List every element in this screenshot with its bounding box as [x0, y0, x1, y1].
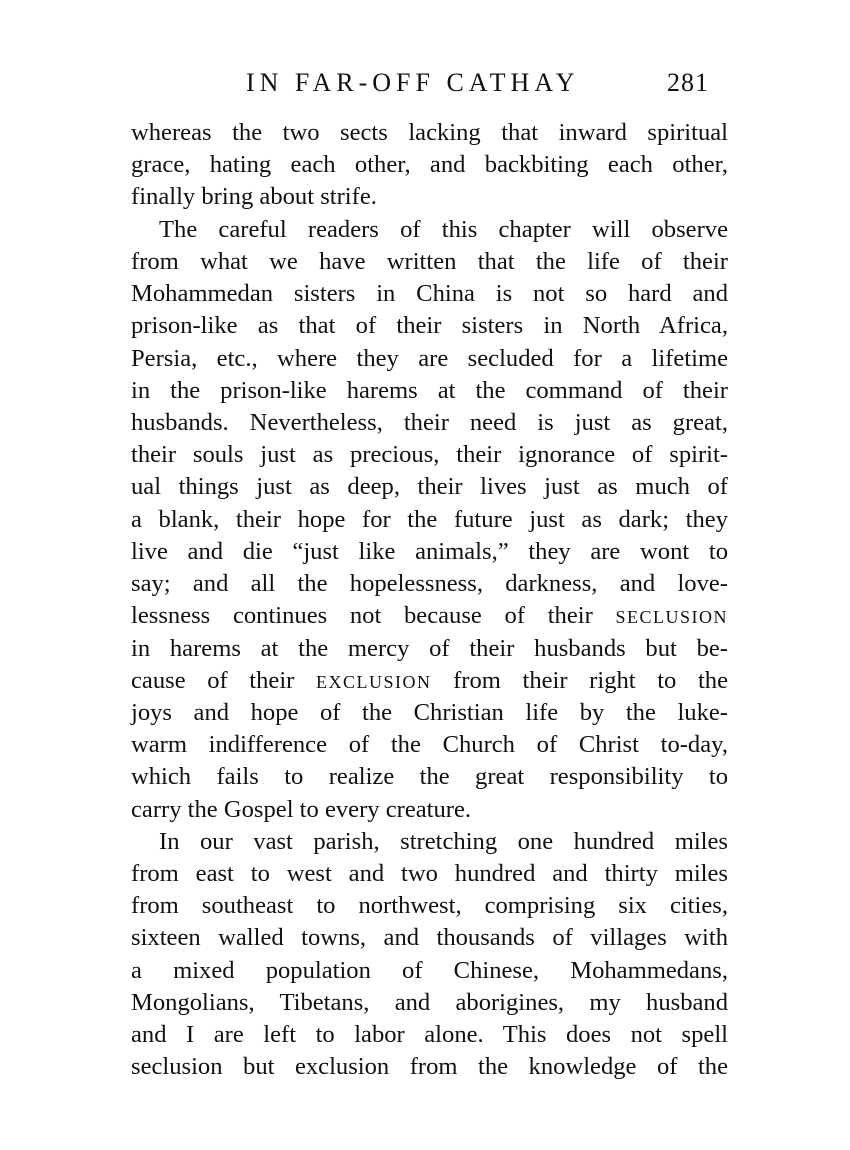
text-segment: cause of their — [131, 666, 295, 694]
text-line: say; and all the hopelessness, darkness, and love- — [131, 570, 728, 598]
text-line: which fails to realize the great responsibility to — [131, 763, 728, 791]
text-segment: lessness continues not because of their — [131, 602, 593, 630]
text-line: grace, hating each other, and backbiting each other, — [131, 151, 728, 179]
small-caps-word: SECLUSION — [615, 607, 728, 628]
paragraph-first-line: The careful readers of this chapter will observe — [159, 215, 728, 243]
text-line: from southeast to northwest, comprising six cities, — [131, 892, 728, 920]
text-line: a mixed population of Chinese, Mohammedans, — [131, 956, 728, 984]
text-line: carry the Gospel to every creature. — [131, 795, 472, 823]
text-line — [131, 600, 728, 632]
text-line: a blank, their hope for the future just as dark; they — [131, 505, 728, 533]
text-line: Mohammedan sisters in China is not so hard and — [131, 280, 728, 308]
text-line: in harems at the mercy of their husbands but be- — [131, 634, 728, 662]
text-line: prison-like as that of their sisters in North Africa, — [131, 312, 728, 340]
small-caps-word: EXCLUSION — [315, 671, 432, 692]
text-line: ual things just as deep, their lives just as much of — [131, 473, 728, 501]
text-line: live and die “just like animals,” they are wont to — [131, 537, 728, 565]
text-line: Persia, etc., where they are secluded for a lifetime — [131, 344, 728, 372]
text-line: sixteen walled towns, and thousands of villages with — [131, 924, 728, 952]
text-segment: from their right to the — [453, 666, 728, 694]
text-line — [131, 665, 728, 697]
text-line: from what we have written that the life of their — [131, 247, 728, 275]
text-line: seclusion but exclusion from the knowledge of the — [131, 1053, 728, 1081]
running-header — [0, 63, 850, 103]
page-number: 281 — [667, 68, 709, 97]
text-line: and I are left to labor alone. This does not spell — [131, 1021, 728, 1049]
text-line: joys and hope of the Christian life by the luke- — [131, 698, 728, 726]
paragraph-first-line: In our vast parish, stretching one hundred miles — [159, 827, 728, 855]
text-line: from east to west and two hundred and thirty miles — [131, 860, 728, 888]
text-line: warm indifference of the Church of Christ to-day, — [131, 731, 728, 759]
text-line: in the prison-like harems at the command of their — [131, 376, 728, 404]
body-text — [131, 117, 728, 1084]
text-line: their souls just as precious, their ignorance of spirit- — [131, 441, 728, 469]
running-title: IN FAR-OFF CATHAY — [246, 68, 580, 97]
text-line: husbands. Nevertheless, their need is just as great, — [131, 408, 728, 436]
text-line: Mongolians, Tibetans, and aborigines, my husband — [131, 988, 728, 1016]
text-line: finally bring about strife. — [131, 183, 377, 211]
text-line: whereas the two sects lacking that inward spiritual — [131, 119, 728, 146]
